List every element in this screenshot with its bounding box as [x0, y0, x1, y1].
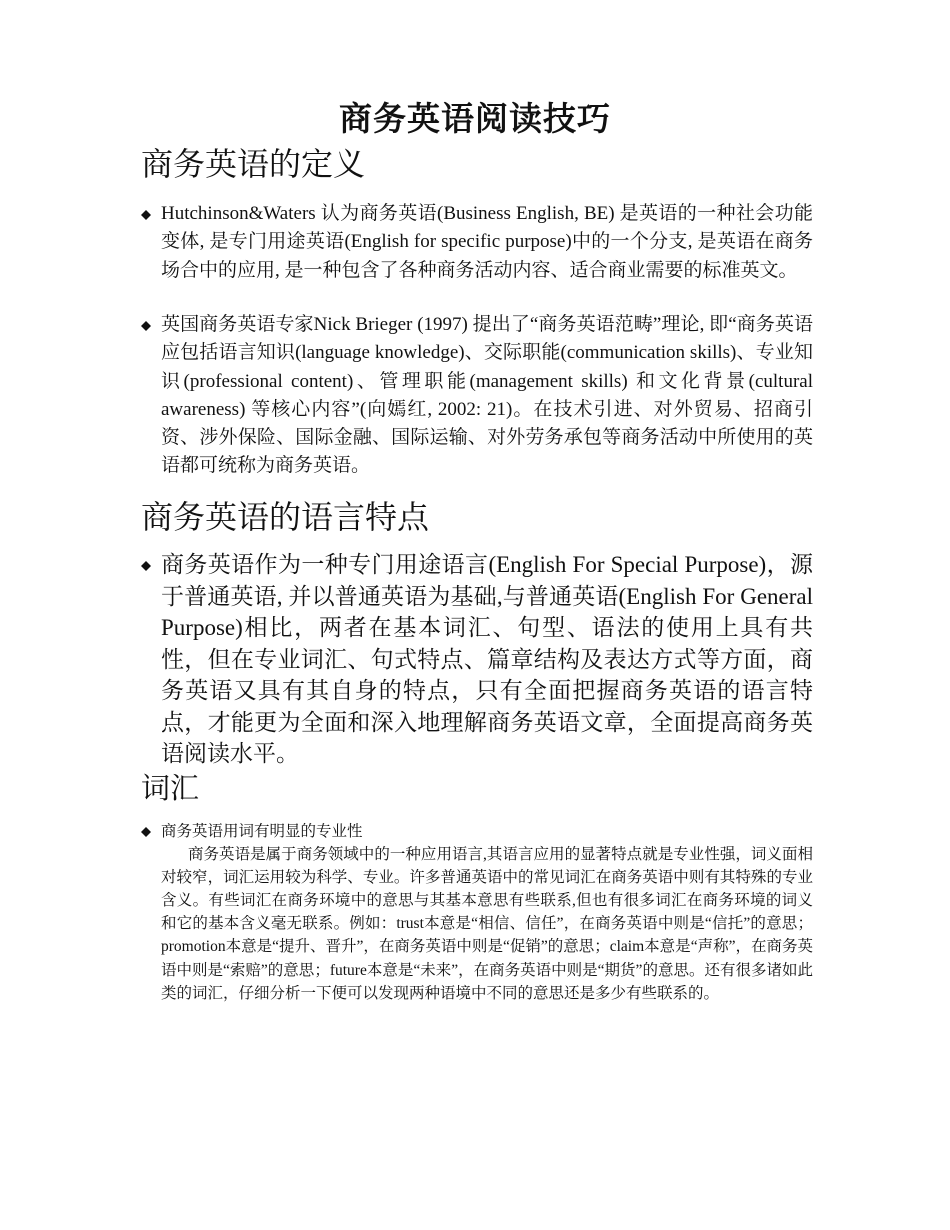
diamond-bullet-icon [141, 321, 151, 331]
list-item [141, 311, 813, 481]
diamond-bullet-icon [141, 210, 151, 220]
list-item [141, 200, 813, 285]
definition-paragraph-1: Hutchinson&Waters 认为商务英语(Business English, BE) 是英语的一种社会功能变体, 是专门用途英语(English for specific purpose)中的一个分支, 是英语在商务场合中的应用, 是一种包含了各种商务活动内容、适合商业需要的标准英文。 [161, 203, 813, 281]
section-heading-definition: 商务英语的定义 [141, 146, 366, 182]
vocabulary-bullet-title: 商务英语用词有明显的专业性 [161, 823, 363, 840]
page-title: 商务英语阅读技巧 [339, 102, 611, 138]
list-item [141, 549, 813, 770]
features-paragraph: 商务英语作为一种专门用途语言(English For Special Purpose)，源于普通英语, 并以普通英语为基础,与普通英语(English For General Purpose)相比，两者在基本词汇、句型、语法的使用上具有共性，但在专业词汇、句式特点、篇章结构及表达方式等方面，商务英语又具有其自身的特点，只有全面把握商务英语的语言特点，才能更为全面和深入地理解商务英语文章，全面提高商务英语阅读水平。 [161, 552, 813, 766]
list-item [141, 820, 813, 1005]
diamond-bullet-icon [141, 827, 151, 837]
definition-paragraph-2: 英国商务英语专家Nick Brieger (1997) 提出了“商务英语范畴”理论, 即“商务英语应包括语言知识(language knowledge)、交际职能(communication skills)、专业知识(professional content)、管理职能(management skills) 和文化背景(cultural awareness) 等核心内容”(向嫣红, 2002: 21)。在技术引进、对外贸易、招商引资、涉外保险、国际金融、国际运输、对外劳务承包等商务活动中所使用的英语都可统称为商务英语。 [161, 314, 813, 477]
section-heading-features: 商务英语的语言特点 [141, 499, 430, 535]
diamond-bullet-icon [141, 561, 151, 571]
vocabulary-paragraph: 商务英语是属于商务领域中的一种应用语言,其语言应用的显著特点就是专业性强，词义面相对较窄，词汇运用较为科学、专业。许多普通英语中的常见词汇在商务英语中则有其特殊的专业含义。有些词汇在商务环境中的意思与其基本意思有些联系,但也有很多词汇在商务环境的词义和它的基本含义毫无联系。例如：trust本意是“相信、信任”，在商务英语中则是“信托”的意思；promotion本意是“提升、晋升”，在商务英语中则是“促销”的意思；claim本意是“声称”，在商务英语中则是“索赔”的意思；future本意是“未来”，在商务英语中则是“期货”的意思。还有很多诸如此类的词汇，仔细分析一下便可以发现两种语境中不同的意思还是多少有些联系的。 [161, 846, 813, 1002]
section-heading-vocabulary: 词汇 [141, 773, 200, 805]
